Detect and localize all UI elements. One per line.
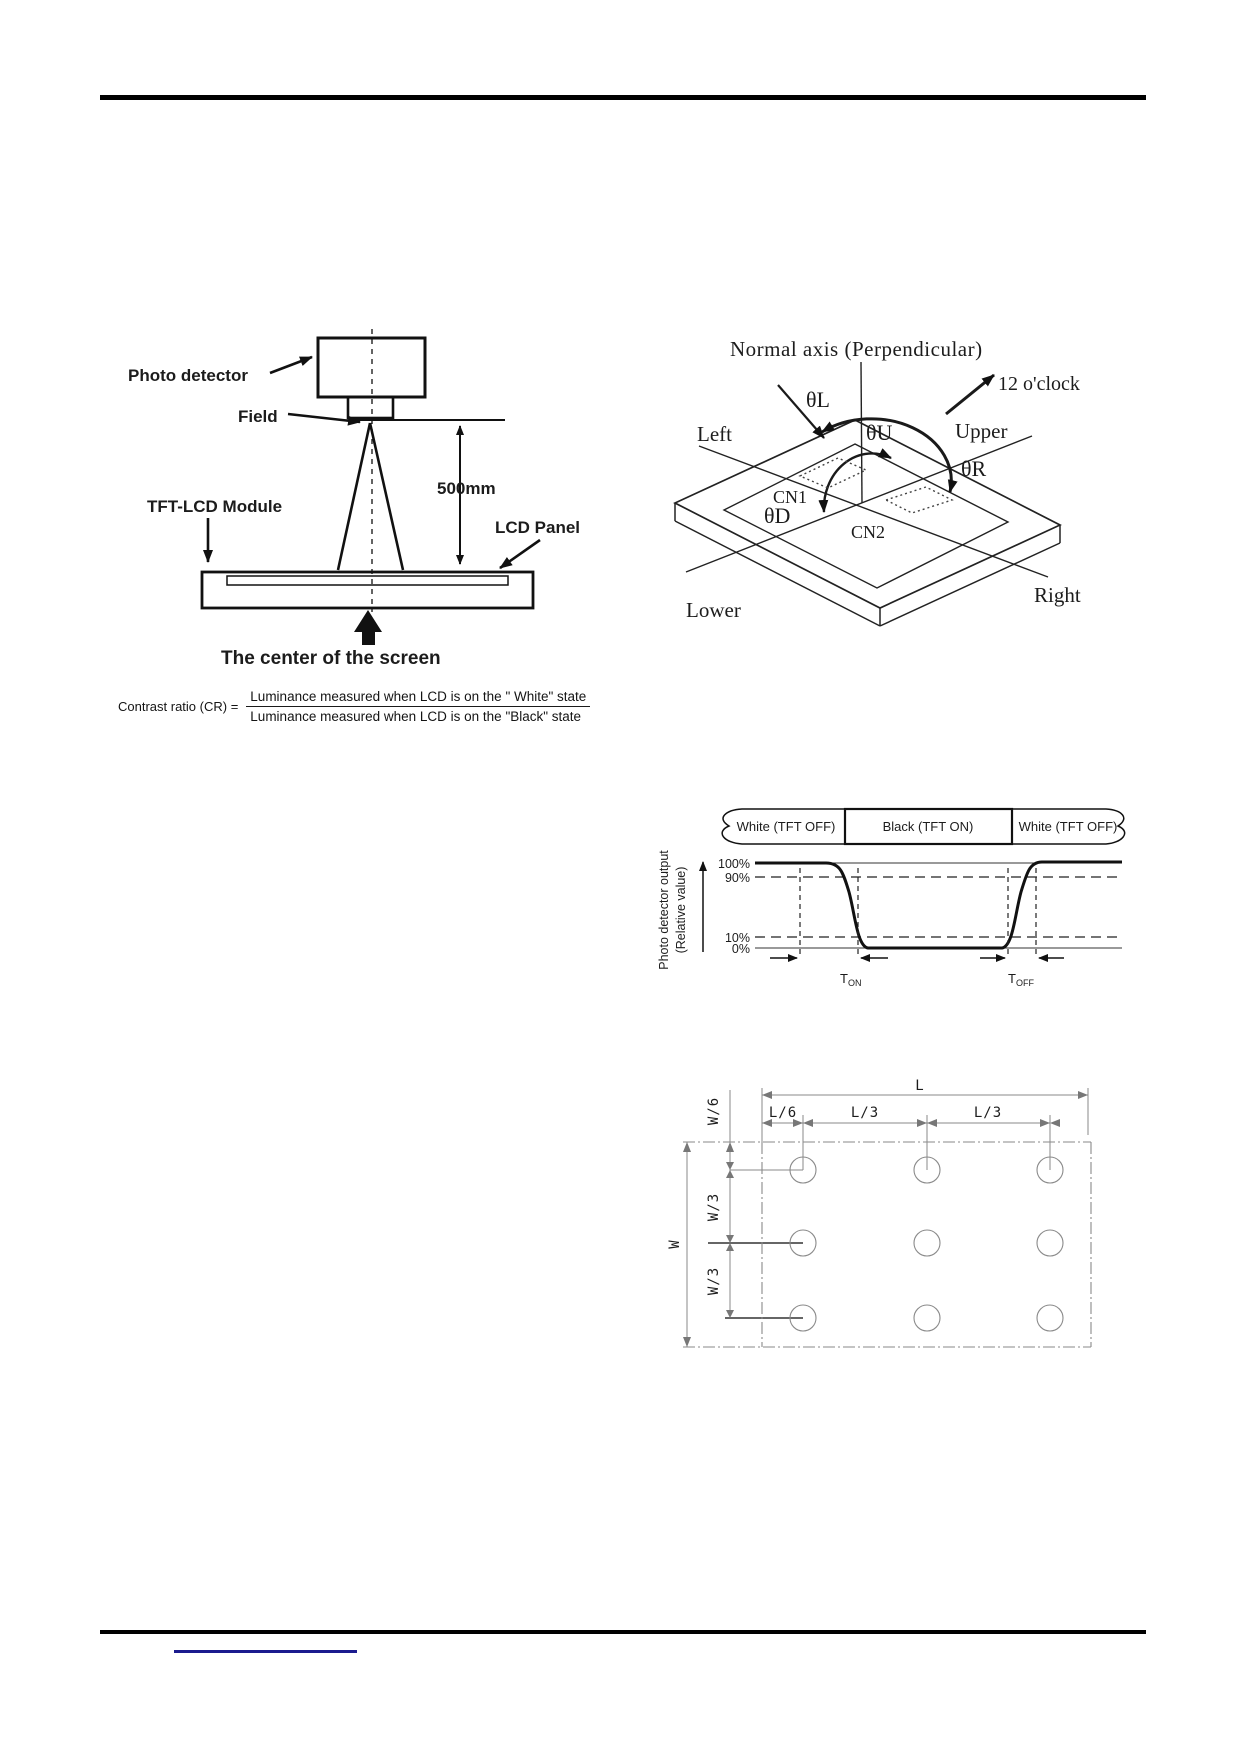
- dim-w3b-label: W/3: [706, 1266, 722, 1296]
- dim-l-label: L: [915, 1078, 925, 1094]
- measurement-cone: [338, 423, 403, 570]
- grid-dimension-lines: [687, 1088, 1088, 1347]
- t-on-annotation: [770, 868, 888, 988]
- cn2-label: CN2: [851, 522, 886, 542]
- theta-d-label: θD: [764, 503, 791, 528]
- formula-numerator: Luminance measured when LCD is on the " White" state: [246, 689, 590, 707]
- contrast-ratio-formula: [118, 689, 590, 724]
- reference-level-lines: [755, 863, 1122, 948]
- twelve-oclock-arrow: [946, 375, 994, 414]
- photo-detector-box: [318, 338, 425, 397]
- module-outline: [202, 572, 533, 608]
- svg-text:TON: [840, 971, 861, 988]
- active-area-outline: [683, 1142, 1091, 1347]
- lcd-panel-label: LCD Panel: [495, 518, 581, 537]
- right-label: Right: [1034, 583, 1081, 607]
- dim-l3b-label: L/3: [973, 1105, 1003, 1121]
- ud-angle-arc: [824, 453, 891, 512]
- band-black-label: Black (TFT ON): [882, 819, 974, 834]
- twelve-oclock-label: 12 o'clock: [998, 373, 1080, 395]
- response-time-figure: [590, 790, 1230, 1000]
- dim-w3a-label: W/3: [706, 1192, 722, 1222]
- viewing-angle-figure: [630, 325, 1140, 635]
- setup-caption: The center of the screen: [221, 648, 441, 669]
- level-10-label: 10%: [724, 931, 750, 945]
- left-right-axis: [699, 446, 1048, 577]
- theta-u-label: θU: [866, 420, 893, 445]
- t-off-subscript: OFF: [1015, 978, 1034, 988]
- theta-r-label: θR: [961, 456, 987, 481]
- drive-state-band: [722, 809, 1125, 844]
- formula-lhs: Contrast ratio (CR) =: [118, 699, 239, 714]
- measurement-setup-figure: [90, 295, 630, 690]
- dim-l3a-label: L/3: [850, 1105, 880, 1121]
- t-off-symbol: T: [1008, 971, 1016, 986]
- lower-label: Lower: [686, 598, 741, 622]
- measurement-points: [790, 1157, 1063, 1331]
- formula-denominator: Luminance measured when LCD is on the "Black" state: [250, 709, 582, 724]
- t-on-symbol: T: [840, 971, 848, 986]
- field-label: Field: [238, 407, 278, 426]
- y-axis-label-line2: (Relative value): [674, 866, 688, 954]
- module-label: TFT-LCD Module: [147, 497, 283, 516]
- normal-axis-line: [861, 362, 862, 503]
- svg-text:TOFF: [1008, 971, 1034, 988]
- t-on-subscript: ON: [847, 978, 862, 988]
- band-white-left-label: White (TFT OFF): [736, 819, 836, 834]
- lcd-panel-arrow: [500, 540, 540, 568]
- photo-detector-arrow: [270, 357, 312, 373]
- upper-label: Upper: [955, 419, 1008, 443]
- detector-lens-box: [348, 397, 393, 418]
- level-90-label: 90%: [724, 871, 750, 885]
- level-100-label: 100%: [718, 857, 750, 871]
- normal-axis-label: Normal axis (Perpendicular): [730, 337, 983, 361]
- photo-detector-label: Photo detector: [128, 366, 248, 385]
- band-white-right-label: White (TFT OFF): [1018, 819, 1118, 834]
- dimension-arrowheads: [683, 1091, 1088, 1347]
- header-rule: [100, 95, 1146, 100]
- dim-w6-label: W/6: [706, 1096, 722, 1126]
- dim-l6-label: L/6: [768, 1105, 798, 1121]
- cn1-label: CN1: [773, 487, 808, 507]
- distance-label: 500mm: [437, 479, 496, 498]
- dim-w-label: W: [667, 1239, 683, 1249]
- y-axis-label-line1: Photo detector output: [657, 850, 671, 970]
- nine-point-grid-figure: [640, 1070, 1120, 1365]
- center-arrow: [354, 610, 382, 645]
- cn1-connector-outline: [800, 458, 866, 488]
- photodetector-output-curve: [755, 862, 1122, 948]
- panel-outline: [227, 576, 508, 585]
- level-0-label: 0%: [731, 942, 750, 956]
- left-label: Left: [697, 422, 732, 446]
- footer-rule: [100, 1630, 1146, 1634]
- footer-link-underline[interactable]: [174, 1650, 357, 1653]
- theta-l-label: θL: [806, 387, 830, 412]
- cn2-connector-outline: [886, 487, 952, 513]
